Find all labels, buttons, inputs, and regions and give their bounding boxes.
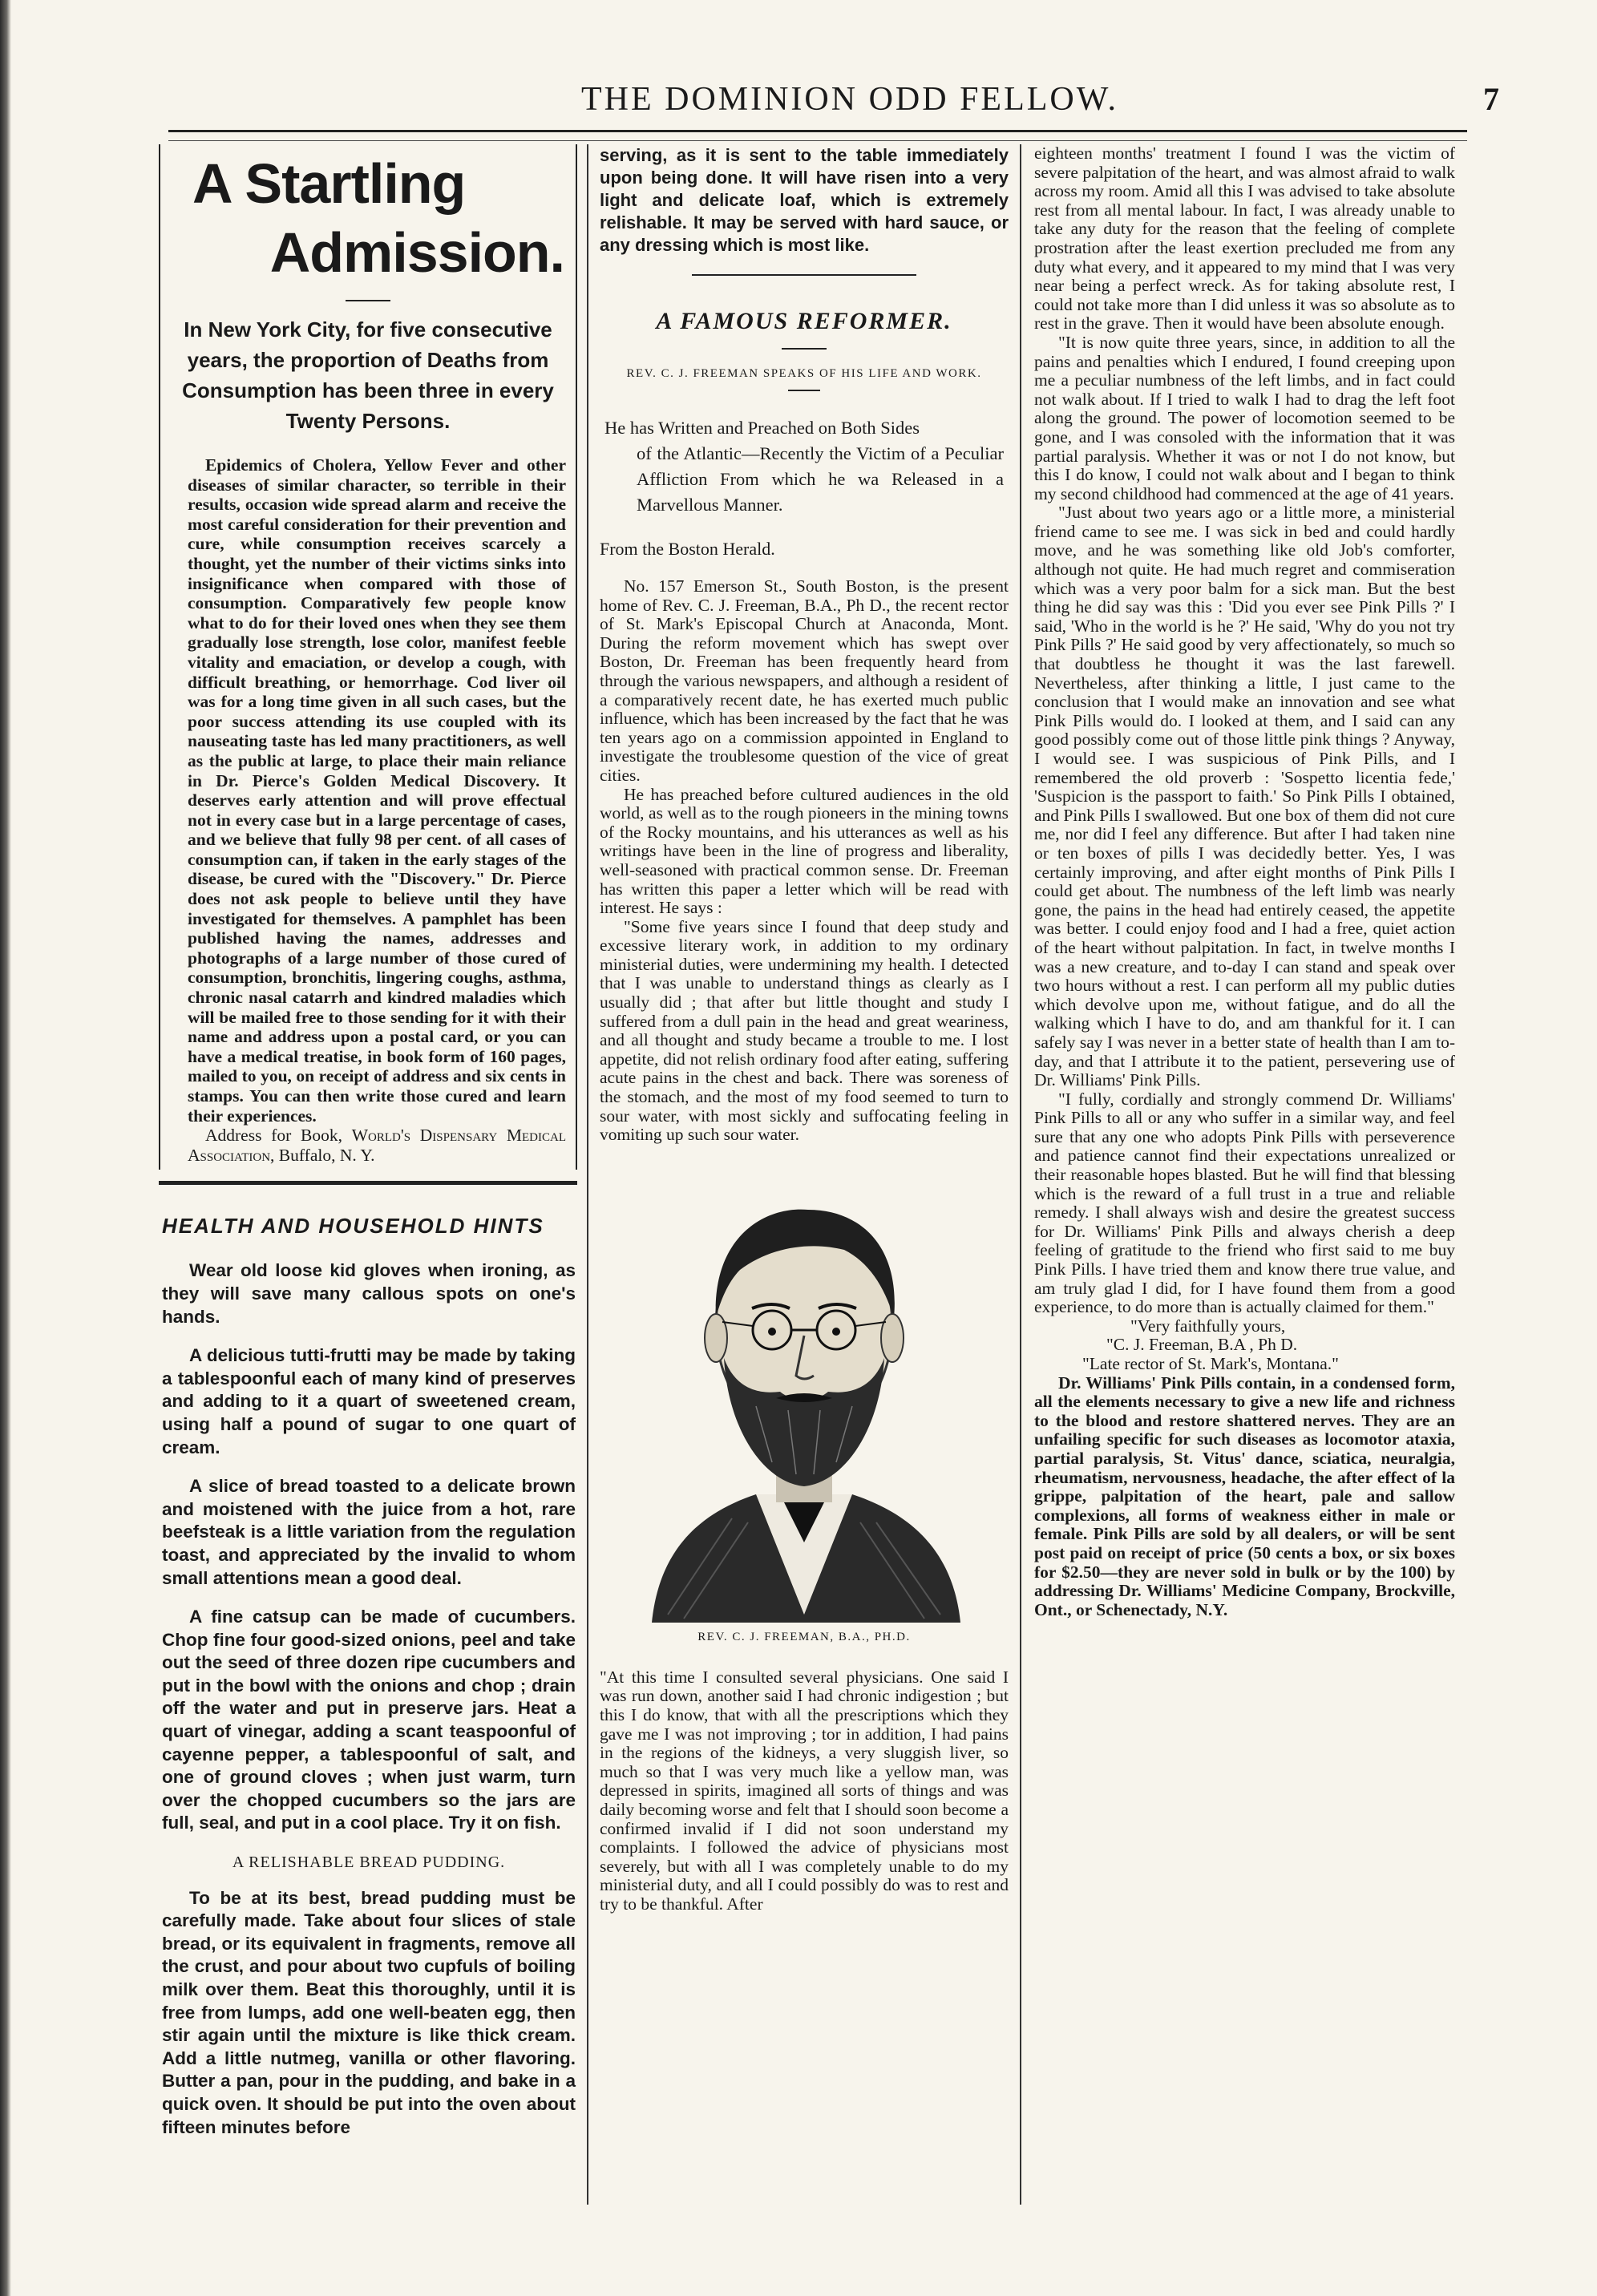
ad-subhead: In New York City, for five consecutive years, the proportion of Deaths from Consumption has been three in every Twenty Persons.: [182, 317, 554, 433]
household-hints-body: [159, 1259, 577, 2139]
signature-line-3: "Late rector of St. Mark's, Montana.": [1082, 1354, 1339, 1373]
ad-body: [160, 436, 576, 1165]
article-paragraph: No. 157 Emerson St., South Boston, is the present home of Rev. C. J. Freeman, B.A., Ph D., the recent rector of St. Mark's Episcopal Church at Anaconda, Mont. During the reform movement which has swept over Boston, Dr. Freeman has been frequently heard from through the various newspapers, and although a resident of a comparatively recent date, he has exerted much public influence, which has been increased by the fact that he was ten years ago on a commission appointed in England to investigate the troublesome question of the vice of great cities.: [600, 576, 1009, 785]
ad-rule: [346, 300, 390, 301]
ad-address-prefix: Address for Book,: [205, 1126, 342, 1146]
subdeck-first-line: He has Written and Preached on Both Sides: [604, 418, 920, 438]
article-paragraph: "At this time I consulted several physicians. One said I was run down, another said I had chronic indigestion ; but this I do know, that with all the prescriptions which they gave me I was not improving ; tor in addition, I had pains in the regions of the kidneys, a very sluggish liver, so much so that I was very much like a yellow man, was depressed in spirits, imagined all sorts of things and was daily becoming worse and felt that I should soon become a confirmed invalid if I did not soon understand my complaints. I followed the advice of physicians most severely, but with all I was completely unable to do my ministerial duty, and all I could possibly do was to rest and try to be thankful. After: [600, 1667, 1009, 1914]
column-rule-1: [587, 144, 588, 2205]
reformer-body-col2-lower: [600, 1668, 1009, 1914]
ad-address-name: World's Dispensary Medical Association,: [188, 1126, 567, 1165]
deck-rule: [788, 390, 820, 391]
article-paragraph: "Just about two years ago or a little more, a ministerial friend came to see me. I was sick in bed and could hardly move, and he was something like old Job's comforter, although not quite. He had much regret and commiseration which was a very poor balm for a sick man. But the best thing he did say was this : 'Did you ever see Pink Pills ?' I said, 'Who in the world is he ?' He said, 'Why do you not try Pink Pills ?' He said good by very affectionately, so much so that doubtless he thought it was the last farewell. Nevertheless, after thinking a little, I just came to the conclusion that I would make an innovation and see what Pink Pills would do. I looked at them, and I said can any good possibly come out of those little pink things ? Anyway, I would see. I was suspicious of Pink Pills, and I remembered the old proverb : 'Sospetto licentia fede,' 'Suspicion is the passport to faith.' So Pink Pills I obtained, and Pink Pills I swallowed. But one box of them did not cure me, nor did I feel any difference. But after I had taken nine or ten boxes of pills I was decidedly better. Yes, I was certainly improving, and after eight months of Pink Pills I could get about. The numbness of the left limb was nearly gone, the pains in the head had entirely ceased, the appetite was better. I could enjoy food and I had a free, quiet action of the heart without palpitation. In fact, in twelve months I was a new creature, and to-day I can stand and speak over two hours without a rest. I can perform all my public duties which devolve upon me, without fatigue, and do all the walking which I have to do, and am thankful for it. I can safely say I was never in a better state of health than I am to-day, and that I attribute it to the patient, persevering use of Dr. Williams' Pink Pills.: [1034, 503, 1455, 1090]
portrait-caption: REV. C. J. FREEMAN, B.A., PH.D.: [697, 1630, 911, 1643]
column-1: [159, 144, 577, 2197]
ad-headline-line-2: Admission.: [269, 221, 564, 284]
hint-item: A fine catsup can be made of cucumbers. Chop fine four good-sized onions, peel and take out the seed of three dozen ripe cucumbers and put in the bowl with the onions and chop ; drain off the water and put in preserve jars. Heat a quart of vinegar, adding a scant teaspoonful of cayenne pepper, a tablespoonful of salt, and one of ground cloves ; when just warm, turn over the chopped cucumbers so the jars are full, seal, and put in a cool place. Try it on fish.: [162, 1607, 576, 1833]
freeman-portrait: [636, 1166, 972, 1623]
subdeck-rest: of the Atlantic—Recently the Victim of a Peculiar Affliction From which he wa Released in a Marvellous Manner.: [637, 443, 1004, 515]
section-divider: [159, 1181, 577, 1185]
reformer-deck: REV. C. J. FREEMAN SPEAKS OF HIS LIFE AND WORK.: [626, 367, 982, 380]
header-rule: [168, 130, 1467, 141]
pink-pills-closing: Dr. Williams' Pink Pills contain, in a condensed form, all the elements necessary to give a new life and richness to the blood and restore shattered nerves. They are an unfailing specific for such diseases as locomotor ataxia, partial paralysis, St. Vitus' dance, sciatica, neuralgia, rheumatism, nervousness, headache, the after effect of la grippe, palpitation of the heart, pale and sallow complexions, all forms of weakness either in male or female. Pink Pills are sold by all dealers, or will be sent post paid on receipt of price (50 cents a box, or six boxes for $2.50—they are never sold in bulk or by the 100) by addressing Dr. Williams' Medicine Company, Brockville, Ont., or Schenectady, N.Y.: [1034, 1372, 1455, 1619]
column-2: [600, 144, 1009, 2197]
pudding-title: A RELISHABLE BREAD PUDDING.: [232, 1853, 506, 1872]
page-edge-shadow: [0, 0, 11, 2296]
column-rule-2: [1020, 144, 1021, 2205]
source-line: From the Boston Herald.: [600, 539, 775, 559]
reformer-body-col3: [1034, 144, 1455, 1317]
hint-item: A slice of bread toasted to a delicate brown and moistened with the juice from a hot, rare beefsteak is a little variation from the regulation toast, and appreciated by the invalid to whom small attentions mean a good deal.: [162, 1476, 576, 1588]
page-number: 7: [1483, 81, 1499, 117]
article-paragraph: "Some five years since I found that deep study and excessive literary work, in addition to my ordinary ministerial duties, were undermining my health. I detected that I was unable to understand things as clearly as I usually did ; that after but little thought and study I suffered from a dull pain in the head and great weariness, and all thought and study became a trouble to me. I lost appetite, did not relish ordinary food after eating, suffering acute pains in the chest and back. There was soreness of the stomach, and the most of my food seemed to turn to sour water, with most sickly and suffocating feeling in vomiting up such sour water.: [600, 916, 1009, 1145]
masthead-title: THE DOMINION ODD FELLOW.: [580, 81, 1119, 118]
household-hints-title: HEALTH AND HOUSEHOLD HINTS: [162, 1214, 544, 1239]
letter-signature: [1034, 1317, 1455, 1374]
hint-item: A delicious tutti-frutti may be made by taking a tablespoonful each of many kind of preserves and adding to it a quart of sweetened cream, using half a pound of sugar to one quart of cream.: [162, 1345, 576, 1457]
signature-line-1: "Very faithfully yours,: [1130, 1316, 1286, 1336]
article-paragraph: He has preached before cultured audiences in the old world, as well as to the rough pioneers in the mining towns of the Rocky mountains, and his utterances as well as his writings have been in the line of progress and liberality, well-seasoned with practical common sense. Dr. Freeman has written this paper a letter which will be read with interest. He says :: [600, 784, 1009, 918]
ad-body-text: Epidemics of Cholera, Yellow Fever and other diseases of similar character, so terrible in their results, occasion wide spread alarm and receive the most careful consideration for their prevention and cure, while consumption receives scarcely a thought, yet the number of their victims sinks into insignificance when compared with those of consumption. Comparatively few people know what to do for their loved ones when they see them gradually lose strength, lose color, manifest feeble vitality and emaciation, or develop a cough, with difficult breathing, or hemorrhage. Cod liver oil was for a long time given in all such cases, but the poor success attending its use coupled with its nauseating taste has led many practitioners, as well as the public at large, to place their main reliance in Dr. Pierce's Golden Medical Discovery. It deserves early attention and will prove effectual not in every case but in a large percentage of cases, and we believe that fully 98 per cent. of all cases of consumption can, if taken in the early stages of the disease, be cured with the "Discovery." Dr. Pierce does not ask people to believe until they have investigated for themselves. A pamphlet has been published having the names, addresses and photographs of a large number of those cured of consumption, bronchitis, lingering coughs, asthma, chronic nasal catarrh and kindred maladies which will be mailed free to those sending for it with their name and address upon a postal card, or you can have a medical treatise, in book form of 160 pages, mailed to you, on receipt of address and six cents in stamps. You can then write those cured and learn their experiences.: [188, 455, 566, 1126]
pudding-continuation: serving, as it is sent to the table immediately upon being done. It will have risen into a very light and delicate loaf, which is extremely relishable. It may be served with hard sauce, or any dressing which is most like.: [600, 145, 1009, 255]
pudding-text: To be at its best, bread pudding must be carefully made. Take about four slices of stale bread, or its equivalent in fragments, remove all the crust, and pour about two cupfuls of boiling milk over them. Beat this thoroughly, until it is free from lumps, add one well-beaten egg, then stir again until the mixture is like thick cream. Add a little nutmeg, vanilla or other flavoring. Butter a pan, pour in the pudding, and bake in a quick oven. It should be put into the oven about fifteen minutes before: [162, 1887, 576, 2137]
page-header: [168, 80, 1531, 128]
signature-line-2: "C. J. Freeman, B.A , Ph D.: [1106, 1335, 1298, 1355]
reformer-title: A FAMOUS REFORMER.: [656, 308, 952, 334]
article-paragraph: "It is now quite three years, since, in addition to all the pains and penalties which I endured, I found creeping upon me a peculiar numbness of the left limbs, and in fact could not walk about. If I tried to walk I had to drag the left foot along the ground. The power of locomotion seemed to be gone, and I was consoled with the information that it was partial paralysis. Whether it was or not I do not know, but this I do know, I could not walk about and I began to think my second childhood had commenced at the age of 41 years.: [1034, 332, 1455, 503]
reformer-subdeck: [604, 415, 1004, 518]
article-paragraph: "I fully, cordially and strongly commend Dr. Williams' Pink Pills to all or any who suffer in a similar way, and feel sure that any one who adopts Pink Pills with perseverence and patience cannot find their expectations unrealized or their reasonable hopes blasted. But he will find that blessing which is the reward of a full trust in a true and reliable remedy. I shall always wish and desire the greatest success for Dr. Williams' Pink Pills and always cherish a deep feeling of gratitude to the friend who first said to me buy Pink Pills. I have tried them and know there true value, and am truly glad I did, for I have found them from a good experience, to do more than is actually claimed for them.": [1034, 1089, 1455, 1317]
consumption-advertisement: [159, 144, 577, 1170]
reformer-body-col2: [600, 577, 1009, 1145]
reformer-title-rule: [782, 348, 827, 350]
column-3: [1034, 144, 1455, 2197]
hint-item: Wear old loose kid gloves when ironing, as they will save many callous spots on one's hands.: [162, 1260, 576, 1327]
ad-address-city: Buffalo, N. Y.: [278, 1145, 375, 1165]
ad-headline: [160, 149, 576, 287]
ad-address: [188, 1126, 566, 1165]
article-divider: [692, 274, 916, 276]
article-paragraph: eighteen months' treatment I found I was the victim of severe palpitation of the heart, and was almost afraid to walk across my room. Amid all this I was advised to take absolute rest from all mental labour. In fact, I was already unable to take any duty for the reason that the feeling of complete prostration after the least exertion precluded me from any duty what every, and it appeared to my mind that I was very near being a perfect wreck. As for taking absolute rest, I could not take more than I did unless it was so absolute as to rest in the grave. Then it would have been absolute enough.: [1034, 144, 1455, 333]
ad-headline-line-1: A Startling: [192, 152, 466, 215]
